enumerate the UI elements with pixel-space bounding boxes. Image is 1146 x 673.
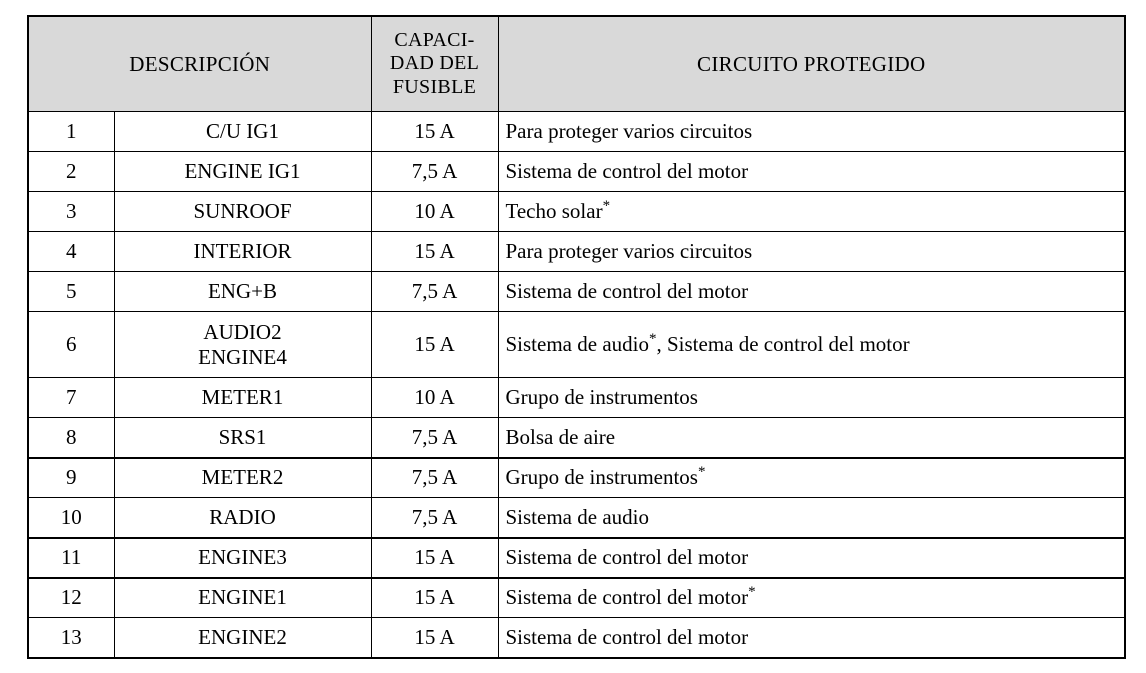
fuse-description-line-1: AUDIO2 (203, 319, 282, 344)
protected-circuit-cell (498, 498, 1125, 538)
fuse-description-line-1: ENGINE IG1 (184, 159, 301, 184)
fuse-capacity-cell: 7,5 A (371, 418, 498, 458)
fuse-capacity-cell: 10 A (371, 378, 498, 418)
circuit-text: Bolsa de aire (505, 424, 616, 449)
fuse-description-line-1: RADIO (209, 504, 276, 529)
table-row (28, 272, 1125, 312)
fuse-description-cell (114, 458, 371, 498)
fuse-capacity-cell: 7,5 A (371, 458, 498, 498)
table-row (28, 418, 1125, 458)
table-row (28, 312, 1125, 378)
fuse-number-cell: 4 (28, 232, 114, 272)
table-row (28, 378, 1125, 418)
protected-circuit-cell (498, 232, 1125, 272)
protected-circuit-cell (498, 272, 1125, 312)
fuse-description-cell (114, 152, 371, 192)
table-row (28, 458, 1125, 498)
circuit-text: Grupo de instrumentos (505, 465, 698, 490)
fuse-capacity-cell: 10 A (371, 192, 498, 232)
fuse-number-cell: 2 (28, 152, 114, 192)
fuse-number-cell: 13 (28, 618, 114, 658)
fuse-capacity-cell: 15 A (371, 312, 498, 378)
table-row (28, 578, 1125, 618)
footnote-asterisk: * (602, 197, 611, 214)
fuse-number-cell: 12 (28, 578, 114, 618)
table-row (28, 152, 1125, 192)
protected-circuit-cell (498, 152, 1125, 192)
fuse-description-cell (114, 312, 371, 378)
table-row (28, 498, 1125, 538)
column-header-circuito-protegido: CIRCUITO PROTEGIDO (498, 16, 1125, 112)
fuse-capacity-cell: 15 A (371, 112, 498, 152)
fuse-description-line-1: ENGINE3 (198, 545, 287, 570)
circuit-text: Sistema de audio (505, 331, 649, 356)
circuit-text: Sistema de control del motor (505, 585, 749, 610)
fuse-description-line-2: ENGINE4 (198, 344, 287, 369)
fuse-description-line-1: SRS1 (218, 424, 267, 449)
circuit-text: Sistema de control del motor (505, 158, 749, 183)
protected-circuit-cell (498, 418, 1125, 458)
footnote-asterisk: * (748, 584, 756, 601)
fuse-number-cell: 7 (28, 378, 114, 418)
protected-circuit-cell (498, 618, 1125, 658)
protected-circuit-cell (498, 112, 1125, 152)
fuse-description-cell (114, 272, 371, 312)
fuse-description-cell (114, 418, 371, 458)
fuse-description-cell (114, 378, 371, 418)
circuit-text: Sistema de control del motor (505, 544, 749, 569)
fuse-description-line-1: METER1 (201, 385, 284, 410)
circuit-text: , Sistema de control del motor (656, 331, 910, 356)
fuse-number-cell: 3 (28, 192, 114, 232)
fuse-description-line-1: ENG+B (207, 279, 277, 304)
protected-circuit-cell (498, 192, 1125, 232)
fuse-capacity-cell: 7,5 A (371, 152, 498, 192)
fuse-description-line-1: INTERIOR (193, 239, 292, 264)
table-row (28, 192, 1125, 232)
footnote-asterisk: * (697, 464, 706, 481)
fuse-description-cell (114, 618, 371, 658)
fuse-number-cell: 1 (28, 112, 114, 152)
circuit-text: Para proteger varios circuitos (505, 238, 753, 263)
protected-circuit-cell (498, 312, 1125, 378)
protected-circuit-cell (498, 578, 1125, 618)
protected-circuit-cell (498, 378, 1125, 418)
circuit-text: Techo solar (505, 198, 603, 223)
column-header-capacidad-del-fusible (371, 16, 498, 112)
fuse-description-line-1: SUNROOF (193, 199, 292, 224)
table-body (28, 112, 1125, 658)
capacity-header-line-1: CAPACI- (394, 28, 475, 51)
table-row (28, 112, 1125, 152)
table-row (28, 618, 1125, 658)
circuit-text: Grupo de instrumentos (505, 384, 698, 409)
fuse-description-cell (114, 498, 371, 538)
fuse-description-line-1: C/U IG1 (206, 119, 279, 144)
circuit-text: Sistema de audio (505, 504, 649, 529)
fuse-description-cell (114, 538, 371, 578)
fuse-specification-table (27, 15, 1126, 659)
fuse-number-cell: 6 (28, 312, 114, 378)
fuse-capacity-cell: 7,5 A (371, 498, 498, 538)
capacity-header-line-2: DAD DEL (389, 52, 480, 75)
circuit-text: Para proteger varios circuitos (505, 118, 753, 143)
capacity-header-line-3: FUSIBLE (392, 75, 477, 98)
table-header (28, 16, 1125, 112)
column-header-descripcion: DESCRIPCIÓN (28, 16, 371, 112)
fuse-description-line-1: ENGINE2 (198, 624, 287, 649)
fuse-number-cell: 10 (28, 498, 114, 538)
fuse-description-cell (114, 578, 371, 618)
fuse-description-line-1: ENGINE1 (198, 585, 287, 610)
fuse-number-cell: 8 (28, 418, 114, 458)
fuse-description-cell (114, 112, 371, 152)
footnote-asterisk: * (648, 330, 657, 347)
fuse-number-cell: 5 (28, 272, 114, 312)
fuse-capacity-cell: 15 A (371, 618, 498, 658)
protected-circuit-cell (498, 538, 1125, 578)
fuse-number-cell: 11 (28, 538, 114, 578)
circuit-text: Sistema de control del motor (505, 624, 749, 649)
fuse-capacity-cell: 15 A (371, 538, 498, 578)
table-row (28, 232, 1125, 272)
fuse-capacity-cell: 15 A (371, 232, 498, 272)
circuit-text: Sistema de control del motor (505, 278, 749, 303)
header-row (28, 16, 1125, 112)
fuse-capacity-cell: 7,5 A (371, 272, 498, 312)
fuse-description-line-1: METER2 (201, 465, 284, 490)
fuse-description-cell (114, 192, 371, 232)
fuse-capacity-cell: 15 A (371, 578, 498, 618)
fuse-description-cell (114, 232, 371, 272)
table-row (28, 538, 1125, 578)
fuse-number-cell: 9 (28, 458, 114, 498)
protected-circuit-cell (498, 458, 1125, 498)
